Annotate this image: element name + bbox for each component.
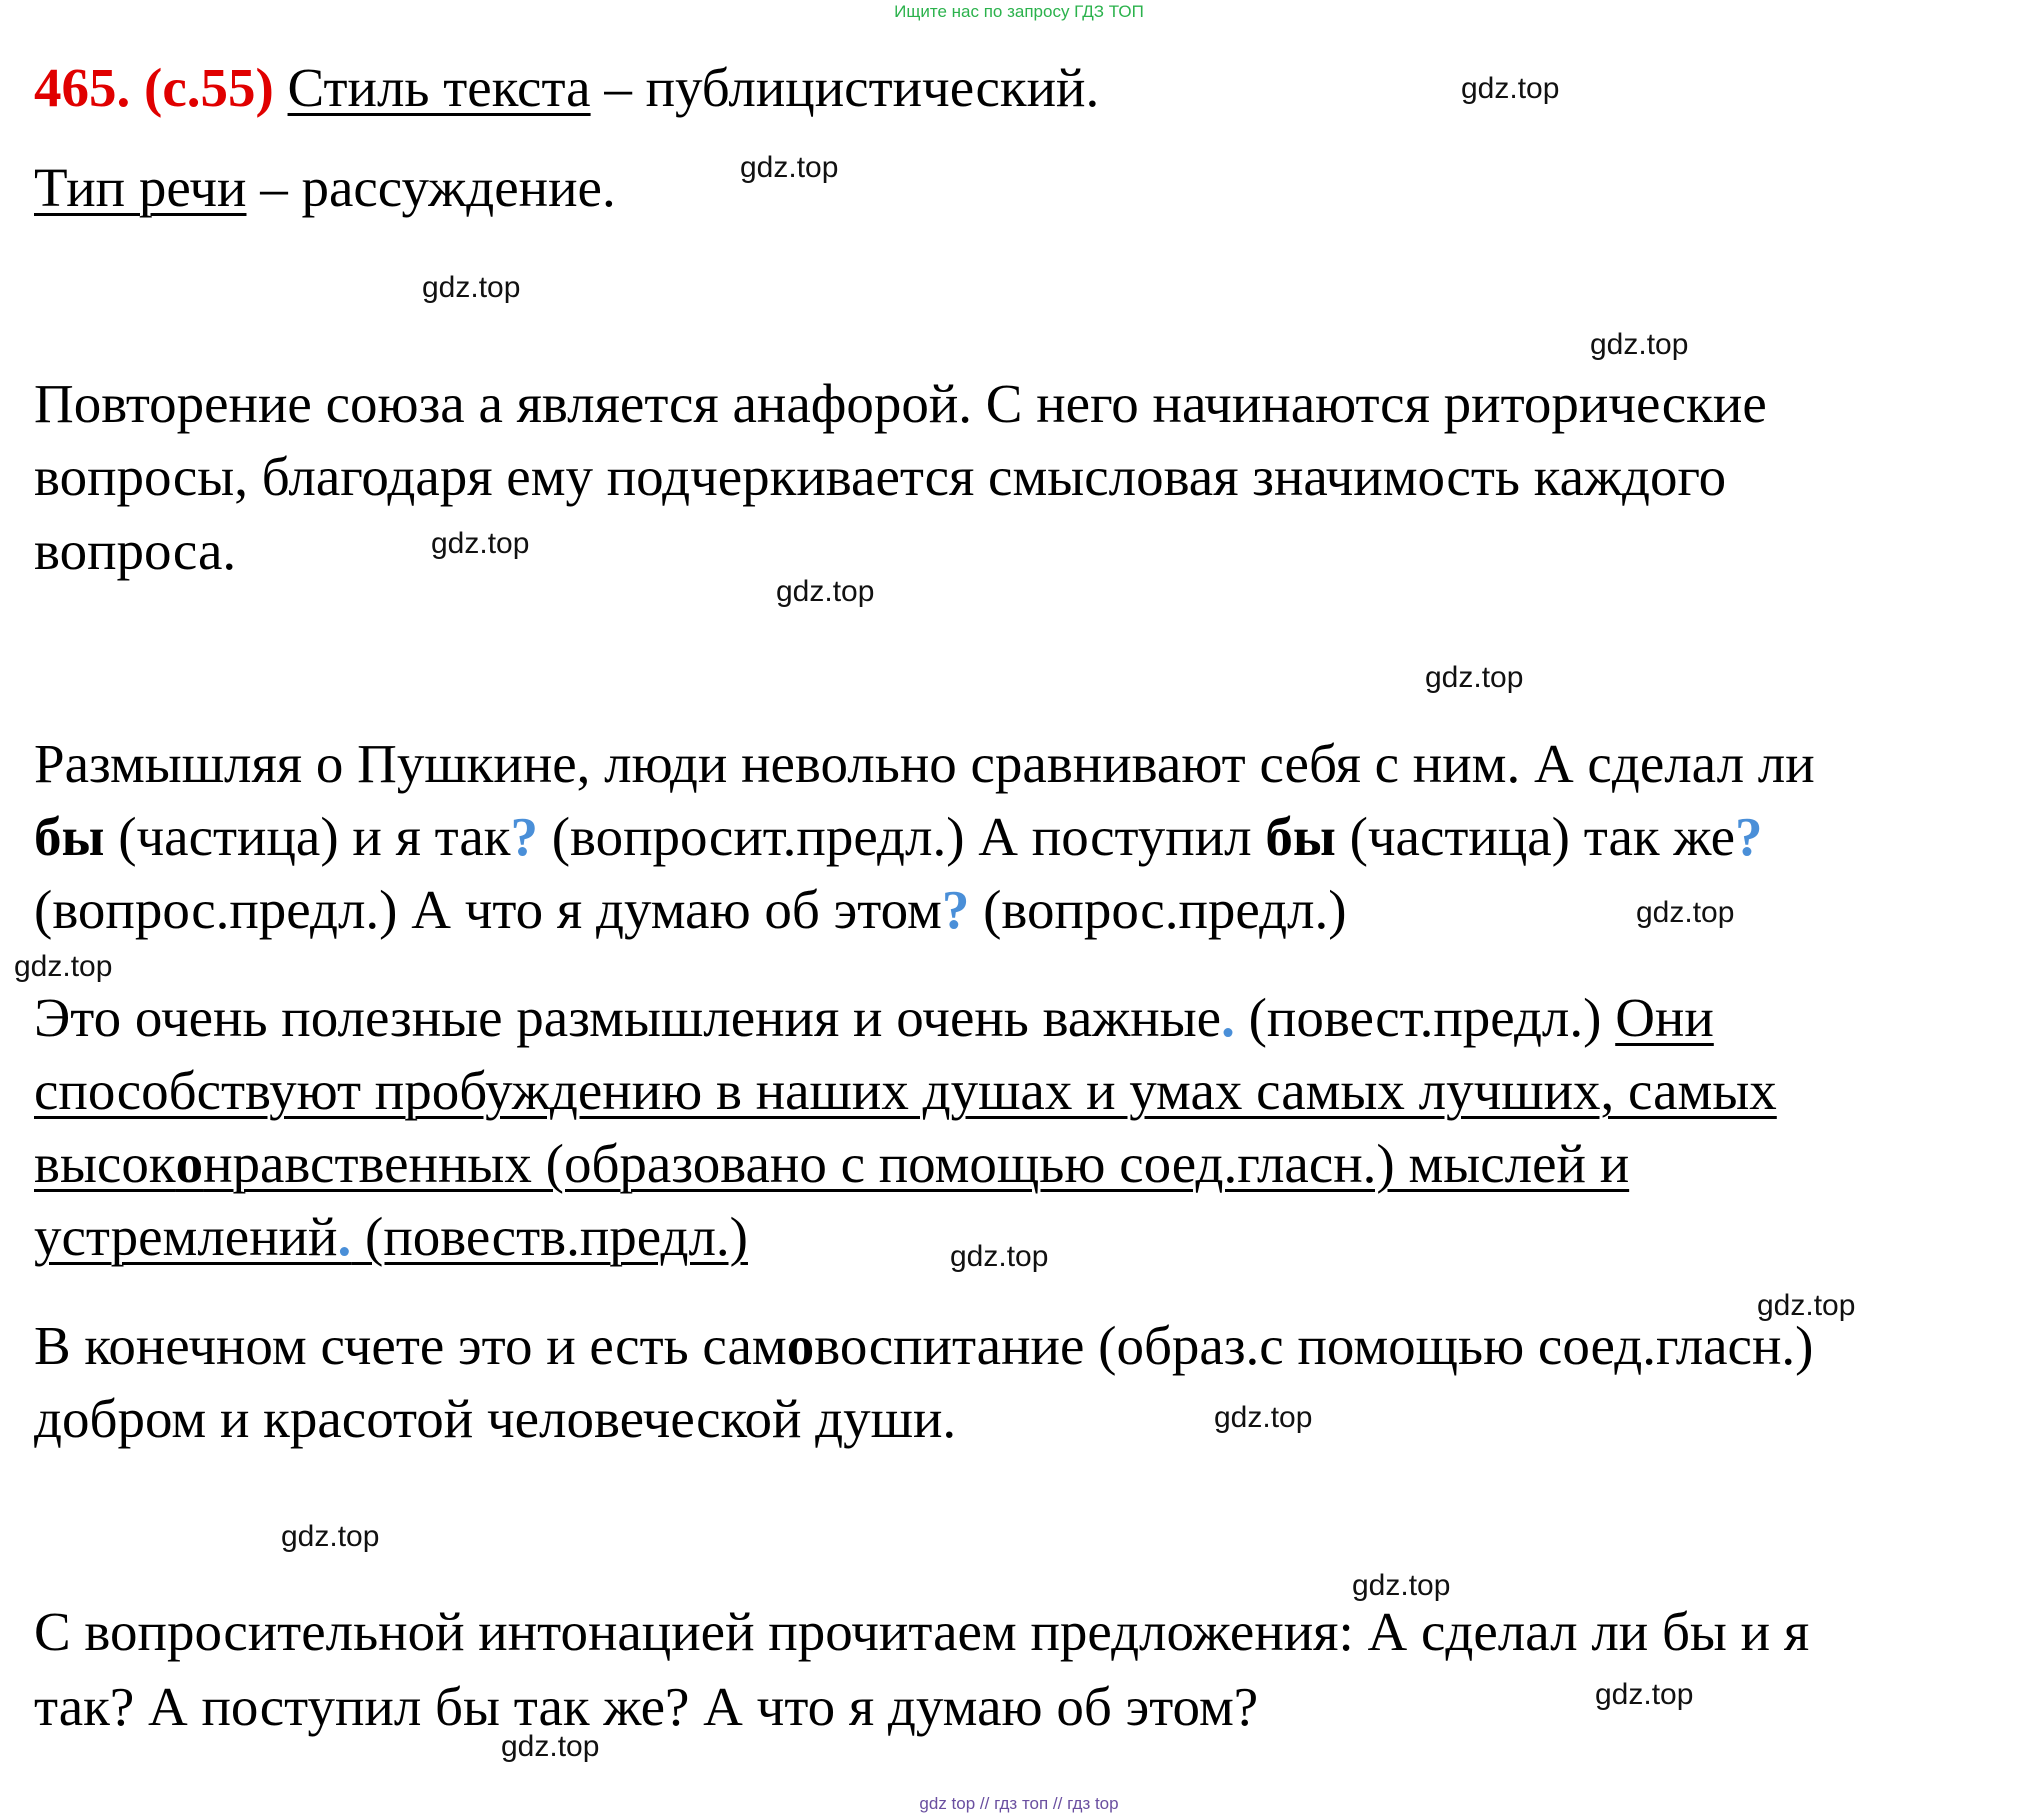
search-hint: Ищите нас по запросу ГДЗ ТОП — [894, 2, 1144, 21]
speech-type-line — [34, 152, 616, 224]
underlined-sentence-line3 — [34, 1133, 1629, 1194]
para4-line2: добром и красотой человеческой души. — [34, 1388, 957, 1449]
para5-line2: так? А поступил бы так же? А что я думаю об этом? — [34, 1676, 1259, 1737]
para4-text-b: воспитание (образ.с помощью соед.гласн.) — [814, 1315, 1814, 1376]
watermark: gdz.top — [1425, 661, 1524, 694]
para4-text-a: В конечном счете это и есть сам — [34, 1315, 787, 1376]
type-value: – рассуждение. — [246, 157, 616, 218]
style-value: – публицистический. — [590, 57, 1100, 118]
watermark: gdz.top — [1214, 1401, 1313, 1434]
para3-line4 — [34, 1201, 748, 1273]
watermark: gdz.top — [1636, 896, 1735, 929]
exercise-header-line — [34, 52, 1099, 124]
watermark: gdz.top — [281, 1520, 380, 1553]
para2-text-d: (вопрос.предл.) А что я думаю об этом — [34, 879, 942, 940]
underlined-sentence-line4 — [34, 1206, 748, 1267]
particle-by-2: бы — [1265, 806, 1336, 867]
type-label: Тип речи — [34, 157, 247, 218]
para3-text-e: устремлений — [34, 1206, 338, 1267]
watermark: gdz.top — [1757, 1289, 1856, 1322]
watermark: gdz.top — [740, 151, 839, 184]
watermark: gdz.top — [422, 271, 521, 304]
para2-line3 — [34, 874, 1347, 946]
para2-text-e: (вопрос.предл.) — [969, 879, 1347, 940]
para3-text-b: (повест.предл.) — [1234, 987, 1616, 1048]
para1-line2: вопросы, благодаря ему подчеркивается смысловая значимость каждого — [34, 446, 1727, 507]
footer-links: gdz top // гдз топ // гдз top — [919, 1794, 1119, 1813]
para1-line1: Повторение союза а является анафорой. С него начинаются риторические — [34, 373, 1767, 434]
question-mark-1: ? — [510, 806, 538, 867]
period-mark-1: . — [1221, 987, 1235, 1048]
para3-line1 — [34, 982, 1714, 1054]
para5-line1: С вопросительной интонацией прочитаем предложения: А сделал ли бы и я — [34, 1601, 1810, 1662]
para2-line2 — [34, 801, 1763, 873]
para2-text-b: (вопросит.предл.) А поступил — [537, 806, 1266, 867]
watermark: gdz.top — [1461, 72, 1560, 105]
para3-line2 — [34, 1055, 1777, 1127]
para3-text-c: высок — [34, 1133, 176, 1194]
exercise-number: 465. (с.55) — [34, 57, 274, 118]
watermark: gdz.top — [501, 1730, 600, 1763]
para2-line1: Размышляя о Пушкине, люди невольно сравнивают себя с ним. А сделал ли — [34, 733, 1815, 794]
para3-line3 — [34, 1128, 1629, 1200]
underlined-sentence-start: Они — [1615, 987, 1714, 1048]
watermark: gdz.top — [431, 527, 530, 560]
connecting-vowel-1: о — [175, 1133, 204, 1194]
para3-text-a: Это очень полезные размышления и очень важные — [34, 987, 1222, 1048]
period-mark-2: . — [337, 1206, 352, 1267]
para3-text-d: нравственных (образовано с помощью соед.гласн.) мыслей и — [203, 1133, 1630, 1194]
question-mark-2: ? — [1735, 806, 1763, 867]
watermark: gdz.top — [1590, 328, 1689, 361]
watermark: gdz.top — [14, 950, 113, 983]
para2-text-c: (частица) так же — [1335, 806, 1736, 867]
para4-line1 — [34, 1310, 1813, 1382]
watermark: gdz.top — [776, 575, 875, 608]
style-label: Стиль текста — [287, 57, 591, 118]
watermark: gdz.top — [1595, 1678, 1694, 1711]
para3-text-f: (повеств.предл.) — [351, 1206, 748, 1267]
para1-line3: вопроса. — [34, 520, 237, 581]
watermark: gdz.top — [950, 1240, 1049, 1273]
particle-by-1: бы — [34, 806, 105, 867]
underlined-sentence-line2: способствуют пробуждению в наших душах и умах самых лучших, самых — [34, 1060, 1777, 1121]
question-mark-3: ? — [941, 879, 970, 940]
para2-text-a: (частица) и я так — [104, 806, 511, 867]
watermark: gdz.top — [1352, 1569, 1451, 1602]
connecting-vowel-2: о — [786, 1315, 815, 1376]
